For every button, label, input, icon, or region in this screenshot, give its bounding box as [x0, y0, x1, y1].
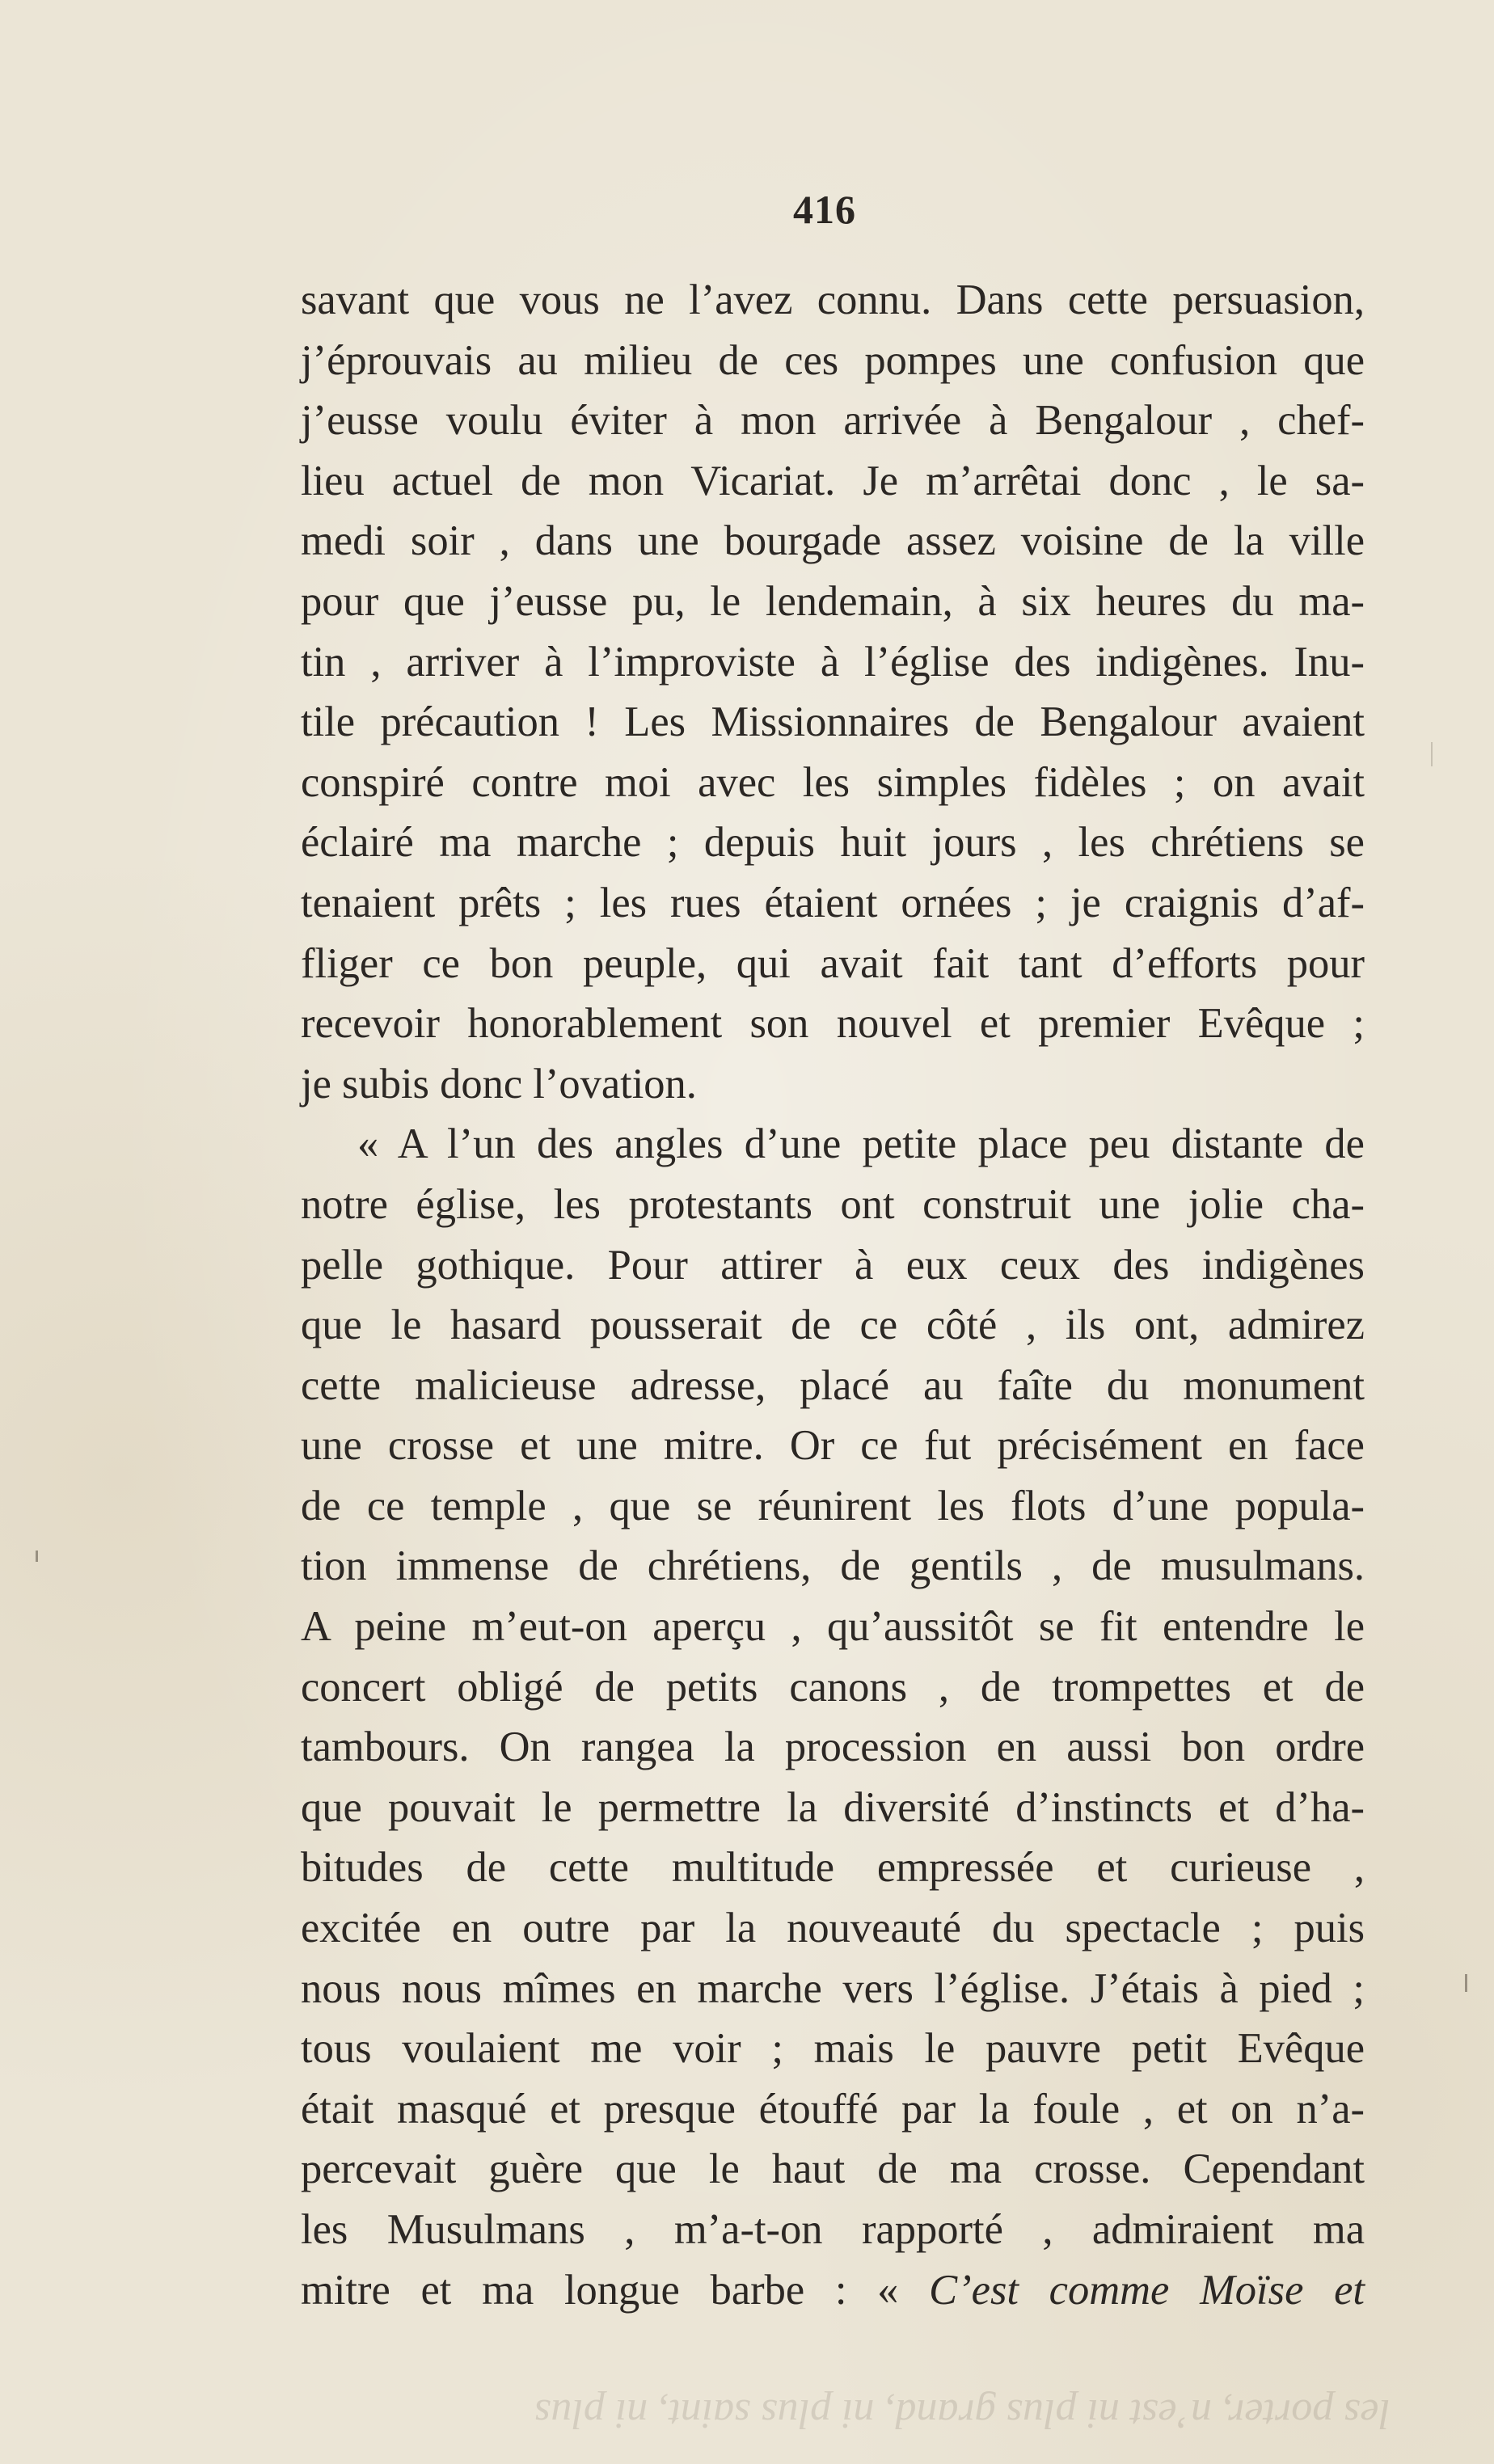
text-line: bitudes de cette multitude empressée et curieuse , — [301, 1844, 1365, 1892]
text-line: pelle gothique. Pour attirer à eux ceux des indigènes — [301, 1241, 1365, 1289]
body-text — [301, 270, 1365, 2320]
text-line: pour que j’eusse pu, le lendemain, à six heures du ma- — [301, 577, 1365, 625]
text-line: medi soir , dans une bourgade assez voisine de la ville — [301, 517, 1365, 565]
margin-mark — [1465, 1974, 1467, 1992]
text-line: tenaient prêts ; les rues étaient ornées ; je craignis d’af- — [301, 879, 1365, 926]
text-line: fliger ce bon peuple, qui avait fait tant d’efforts pour — [301, 939, 1365, 987]
text-line: recevoir honorablement son nouvel et premier Evêque ; — [301, 1000, 1365, 1048]
text-line: conspiré contre moi avec les simples fidèles ; on avait — [301, 758, 1365, 806]
text-line: concert obligé de petits canons , de trompettes et de — [301, 1663, 1365, 1711]
text-line: cette malicieuse adresse, placé au faîte du monument — [301, 1361, 1365, 1409]
text-line: tile précaution ! Les Missionnaires de Bengalour avaient — [301, 698, 1365, 746]
margin-mark — [1431, 742, 1433, 766]
text-line: lieu actuel de mon Vicariat. Je m’arrêtai donc , le sa- — [301, 457, 1365, 504]
text-line: excitée en outre par la nouveauté du spectacle ; puis — [301, 1905, 1365, 1952]
text-line: « A l’un des angles d’une petite place peu distante de — [357, 1120, 1365, 1168]
text-line: j’eusse voulu éviter à mon arrivée à Bengalour , chef- — [301, 397, 1365, 445]
text-line: une crosse et une mitre. Or ce fut précisément en face — [301, 1422, 1365, 1470]
text-line: j’éprouvais au milieu de ces pompes une confusion que — [301, 336, 1365, 384]
text-line: de ce temple , que se réunirent les flots d’une popula- — [301, 1482, 1365, 1529]
text-line: savant que vous ne l’avez connu. Dans cette persuasion, — [301, 276, 1365, 323]
text-line-final — [301, 2260, 1365, 2321]
text-line: éclairé ma marche ; depuis huit jours , les chrétiens se — [301, 819, 1365, 867]
bleed-through-text: les porter, n’est ni plus grand, ni plus saint, ni plus — [534, 2390, 1391, 2437]
text-line: percevait guère que le haut de ma crosse. Cependant — [301, 2145, 1365, 2193]
text-line: notre église, les protestants ont construit une jolie cha- — [301, 1180, 1365, 1228]
text-line: tous voulaient me voir ; mais le pauvre petit Evêque — [301, 2025, 1365, 2073]
text-line: tambours. On rangea la procession en aussi bon ordre — [301, 1724, 1365, 1771]
text-line-start: mitre et ma longue barbe : « — [301, 2266, 930, 2314]
text-line: je subis donc l’ovation. — [301, 1060, 697, 1108]
italic-quote: C’est comme Moïse et — [929, 2266, 1365, 2314]
text-line: tion immense de chrétiens, de gentils , de musulmans. — [301, 1542, 1365, 1590]
bleed-through-area — [275, 2367, 1391, 2464]
text-line: tin , arriver à l’improviste à l’église des indigènes. Inu- — [301, 638, 1365, 686]
text-line: était masqué et presque étouffé par la foule , et on n’a- — [301, 2085, 1365, 2133]
text-line: les Musulmans , m’a-t-on rapporté , admiraient ma — [301, 2206, 1365, 2253]
text-line: que le hasard pousserait de ce côté , ils ont, admirez — [301, 1302, 1365, 1349]
text-line: nous nous mîmes en marche vers l’église. J’étais à pied ; — [301, 1964, 1365, 2012]
page-number: 416 — [793, 187, 856, 232]
margin-mark — [36, 1551, 38, 1562]
text-line: que pouvait le permettre la diversité d’instincts et d’ha- — [301, 1783, 1365, 1831]
text-line: A peine m’eut-on aperçu , qu’aussitôt se fit entendre le — [301, 1603, 1365, 1651]
